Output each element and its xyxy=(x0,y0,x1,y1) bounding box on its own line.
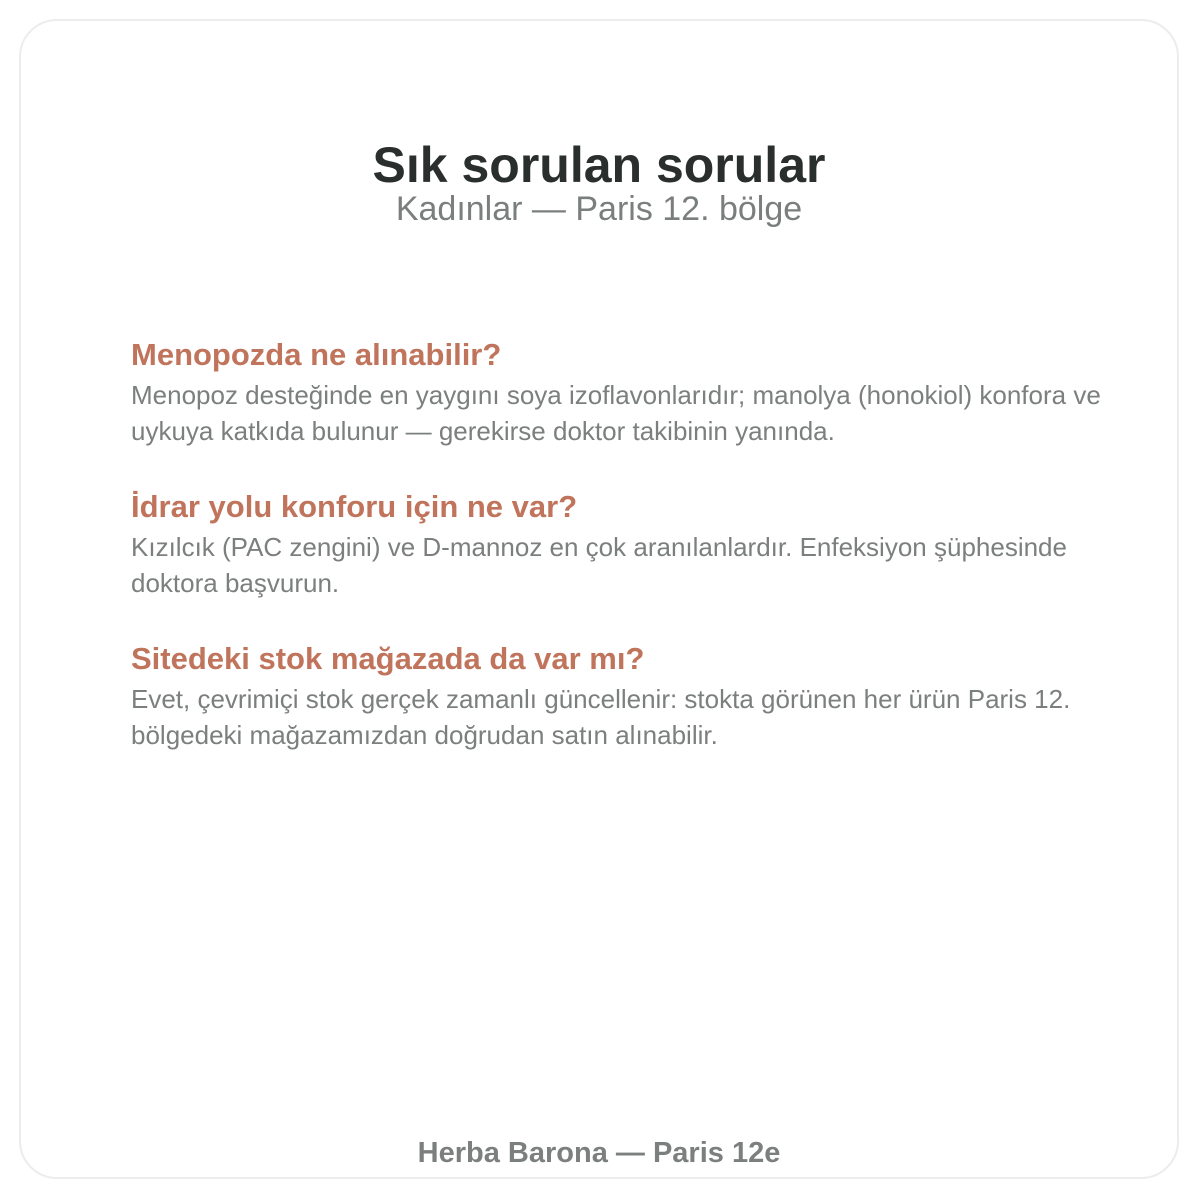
page-title: Sık sorulan sorular xyxy=(372,136,826,193)
faq-item xyxy=(131,335,1101,449)
faq-question: İdrar yolu konforu için ne var? xyxy=(131,489,578,524)
faq-answer: Evet, çevrimiçi stok gerçek zamanlı güncellenir: stokta görünen her ürün Paris 12. bölgedeki mağazamızdan doğrudan satın alınabilir. xyxy=(131,684,1071,750)
faq-answer: Menopoz desteğinde en yaygını soya izoflavonlarıdır; manolya (honokiol) konfora ve uykuya katkıda bulunur — gerekirse doktor takibinin yanında. xyxy=(131,380,1101,446)
faq-list xyxy=(131,335,1101,791)
faq-item xyxy=(131,487,1101,601)
faq-question: Menopozda ne alınabilir? xyxy=(131,337,502,372)
faq-answer: Kızılcık (PAC zengini) ve D-mannoz en çok aranılanlardır. Enfeksiyon şüphesinde doktora başvurun. xyxy=(131,532,1067,598)
faq-question: Sitedeki stok mağazada da var mı? xyxy=(131,641,645,676)
faq-card xyxy=(19,19,1179,1179)
footer-brand: Herba Barona — Paris 12e xyxy=(417,1137,781,1169)
page-subtitle: Kadınlar — Paris 12. bölge xyxy=(395,190,803,228)
faq-item xyxy=(131,639,1101,753)
